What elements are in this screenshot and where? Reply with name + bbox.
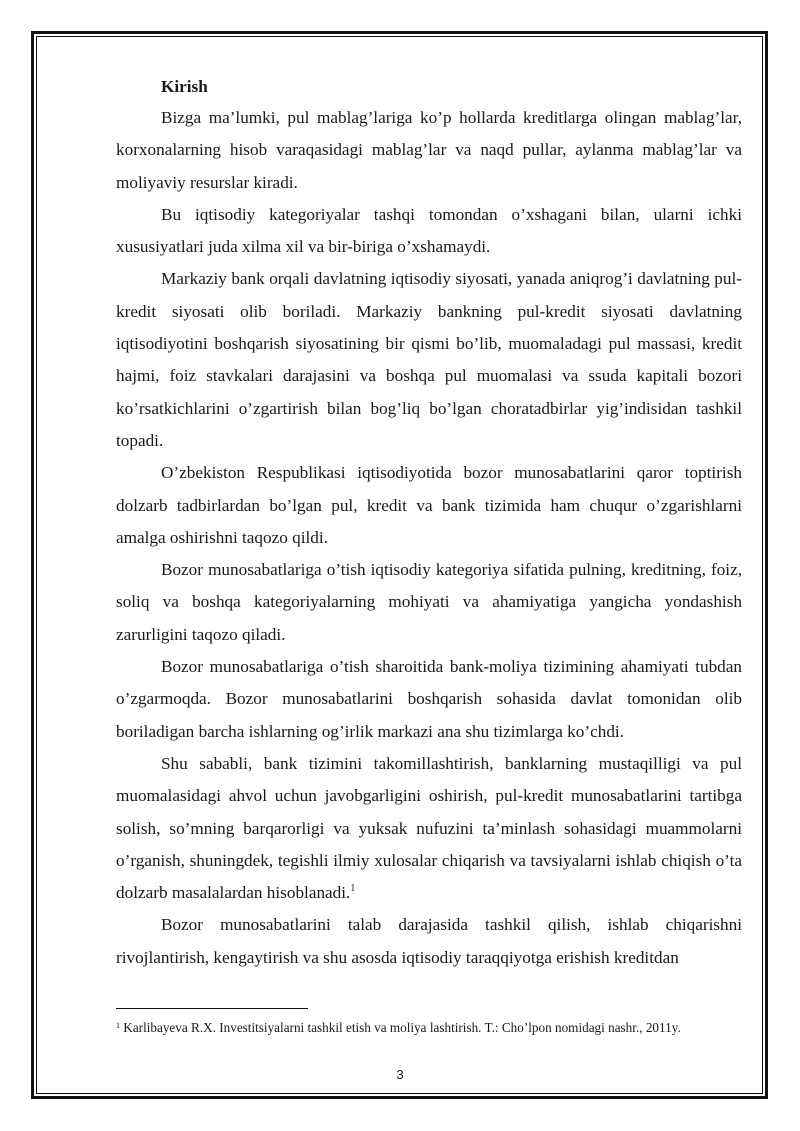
document-body — [116, 72, 742, 974]
section-heading: Kirish — [161, 77, 208, 96]
footnote-separator — [116, 1008, 308, 1009]
paragraph: Markaziy bank orqali davlatning iqtisodiy siyosati, yanada aniqrog’i davlatning pul-kredit siyosati olib boriladi. Markaziy bankning pul-kredit siyosati davlatning iqtisodiyotini boshqarish siyosatining bir qismi bo’lib, muomaladagi pul massasi, kredit hajmi, foiz stavkalari darajasini va boshqa pul muomalasi va ssuda kapitali bozori ko’rsatkichlarini o’zgartirish bilan bog’liq bo’lgan choratadbirlar yig’indisidan tashkil topadi. — [116, 269, 742, 450]
footnote — [116, 1019, 736, 1037]
paragraph: O’zbekiston Respublikasi iqtisodiyotida bozor munosabatlarini qaror toptirish dolzarb tadbirlardan bo’lgan pul, kredit va bank tizimida ham chuqur o’zgarishlarni amalga oshirishni taqozo qildi. — [116, 463, 742, 547]
paragraph-text: Shu sababli, bank tizimini takomillashtirish, banklarning mustaqilligi va pul muomalasidagi ahvol uchun javobgarligini oshirish, pul-kredit munosabatlarini tartibga solish, so’mning barqarorligi va yuksak nufuzini ta’minlash sohasidagi muammolarni o’rganish, shuningdek, tegishli ilmiy xulosalar chiqarish va tavsiyalarni ishlab chiqish o’ta dolzarb masalalardan hisoblanadi. — [116, 753, 742, 903]
paragraph-with-footnote — [116, 748, 742, 909]
paragraph: Bu iqtisodiy kategoriyalar tashqi tomondan o’xshagani bilan, ularni ichki xususiyatlari juda xilma xil va bir-biriga o’xshamaydi. — [116, 204, 742, 257]
paragraph: Bozor munosabatlariga o’tish iqtisodiy kategoriya sifatida pulning, kreditning, foiz, soliq va boshqa kategoriyalarning mohiyati va ahamiyatiga yangicha yondashish zarurligini taqozo qiladi. — [116, 560, 742, 644]
footnote-reference[interactable]: 1 — [350, 883, 356, 895]
footnote-marker: 1 — [116, 1021, 120, 1030]
paragraph: Bozor munosabatlarini talab darajasida tashkil qilish, ishlab chiqarishni rivojlantirish, kengaytirish va shu asosda iqtisodiy taraqqiyotga erishish kreditdan — [116, 915, 742, 967]
footnote-text: Karlibayeva R.X. Investitsiyalarni tashkil etish va moliya lashtirish. T.: Cho’lpon nomidagi nashr., 2011y. — [123, 1020, 681, 1035]
page-number: 3 — [396, 1067, 404, 1082]
paragraph: Bozor munosabatlariga o’tish sharoitida bank-moliya tizimining ahamiyati tubdan o’zgarmoqda. Bozor munosabatlarini boshqarish sohasida davlat tomonidan olib boriladigan barcha ishlarning og’irlik markazi ana shu tizimlarga ko’chdi. — [116, 657, 742, 741]
paragraph: Bizga ma’lumki, pul mablag’lariga ko’p hollarda kreditlarga olingan mablag’lar, korxonalarning hisob varaqasidagi mablag’lar va naqd pullar, aylanma mablag’lar va moliyaviy resurslar kiradi. — [116, 108, 742, 192]
